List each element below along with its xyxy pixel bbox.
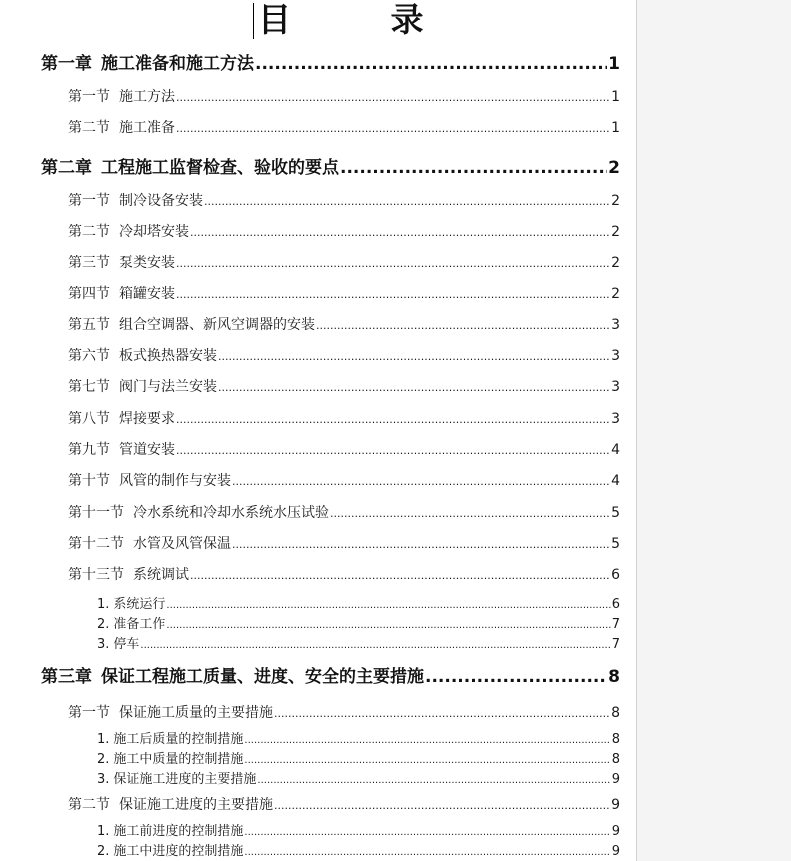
toc-entry-number: 1. [97, 824, 110, 839]
toc-entry-number: 第一章 [41, 54, 92, 74]
toc-entry-label [97, 728, 243, 747]
toc-dot-leader [218, 379, 610, 395]
toc-entry-section[interactable] [68, 345, 620, 365]
toc-entry-text: 箱罐安装 [119, 286, 175, 302]
toc-entry-text: 泵类安装 [119, 255, 175, 271]
toc-dot-leader [166, 617, 610, 632]
toc-page-number: 5 [611, 505, 620, 521]
toc-title: 目 录 [258, 0, 468, 39]
toc-dot-leader [244, 844, 610, 859]
toc-entry-label [68, 564, 189, 584]
toc-page-number: 4 [611, 442, 620, 458]
toc-entry-section[interactable] [68, 117, 620, 137]
toc-page-number: 2 [611, 255, 620, 271]
toc-entry-label [97, 593, 165, 612]
toc-entry-text: 管道安装 [119, 442, 175, 458]
toc-dot-leader [274, 705, 610, 721]
toc-entry-section[interactable] [68, 86, 620, 106]
toc-entry-number: 第六节 [68, 348, 110, 364]
toc-entry-text: 保证施工进度的主要措施 [113, 772, 257, 787]
toc-page-number: 3 [611, 411, 620, 427]
toc-page-number: 1 [611, 89, 620, 105]
toc-entry-sub[interactable] [97, 633, 620, 652]
toc-entry-text: 系统调试 [133, 567, 189, 583]
toc-entry-text: 保证施工进度的主要措施 [119, 797, 273, 813]
toc-page-number: 6 [611, 597, 620, 612]
toc-page-number: 9 [611, 797, 620, 813]
toc-entry-section[interactable] [68, 190, 620, 210]
toc-page-number: 2 [611, 286, 620, 302]
toc-entry-section[interactable] [68, 314, 620, 334]
toc-entry-sub[interactable] [97, 768, 620, 787]
toc-dot-leader [232, 473, 610, 489]
toc-entry-number: 第十一节 [68, 505, 124, 521]
toc-entry-section[interactable] [68, 283, 620, 303]
toc-entry-label [68, 502, 329, 522]
toc-entry-number: 第五节 [68, 317, 110, 333]
toc-entry-number: 2. [97, 617, 110, 632]
toc-entry-text: 施工前进度的控制措施 [113, 824, 244, 839]
toc-entry-label [97, 633, 139, 652]
toc-entry-number: 第四节 [68, 286, 110, 302]
toc-entry-text: 施工中质量的控制措施 [113, 752, 244, 767]
text-cursor [253, 3, 254, 39]
toc-entry-text: 冷却塔安装 [119, 224, 189, 240]
toc-page-number: 8 [611, 752, 620, 767]
toc-entry-text: 施工准备 [119, 120, 175, 136]
toc-entry-number: 第一节 [68, 193, 110, 209]
toc-dot-leader [316, 317, 610, 333]
toc-entry-text: 施工方法 [119, 89, 175, 105]
toc-page-number: 1 [608, 54, 620, 74]
toc-entry-text: 制冷设备安装 [119, 193, 203, 209]
toc-page-number: 3 [611, 317, 620, 333]
toc-entry-number: 第三章 [41, 667, 92, 687]
toc-entry-text: 工程施工监督检查、验收的要点 [101, 158, 339, 178]
toc-page-number: 3 [611, 348, 620, 364]
toc-entry-sub[interactable] [97, 728, 620, 747]
toc-entry-number: 2. [97, 752, 110, 767]
toc-dot-leader [176, 411, 610, 427]
toc-entry-number: 第十二节 [68, 536, 124, 552]
toc-entry-label [68, 221, 189, 241]
toc-entry-label [68, 470, 231, 490]
toc-entry-label [97, 613, 165, 632]
toc-entry-number: 3. [97, 772, 110, 787]
toc-page-number: 9 [611, 844, 620, 859]
toc-entry-label [68, 314, 315, 334]
toc-entry-label [68, 408, 175, 428]
page-gutter [636, 0, 791, 861]
toc-entry-text: 保证工程施工质量、进度、安全的主要措施 [101, 667, 424, 687]
toc-page-number: 8 [608, 667, 620, 687]
toc-page-number: 6 [611, 567, 620, 583]
toc-entry-label [97, 840, 243, 859]
toc-entry-text: 水管及风管保温 [133, 536, 231, 552]
toc-entry-number: 第三节 [68, 255, 110, 271]
toc-entry-section[interactable] [68, 502, 620, 522]
toc-entry-section[interactable] [68, 252, 620, 272]
toc-entry-section[interactable] [68, 564, 620, 584]
toc-entry-chapter[interactable] [41, 49, 620, 74]
toc-entry-section[interactable] [68, 794, 620, 814]
toc-entry-label [68, 376, 217, 396]
toc-entry-number: 1. [97, 597, 110, 612]
toc-entry-section[interactable] [68, 408, 620, 428]
toc-entry-number: 2. [97, 844, 110, 859]
toc-entry-text: 施工中进度的控制措施 [113, 844, 244, 859]
toc-entry-label [68, 86, 175, 106]
toc-entry-number: 第七节 [68, 379, 110, 395]
toc-entry-number: 第十三节 [68, 567, 124, 583]
toc-dot-leader [330, 505, 610, 521]
toc-entry-label [97, 748, 243, 767]
toc-entry-number: 1. [97, 732, 110, 747]
toc-dot-leader [244, 752, 610, 767]
toc-dot-leader [176, 89, 610, 105]
toc-dot-leader [244, 824, 610, 839]
toc-entry-sub[interactable] [97, 820, 620, 839]
toc-page-number: 8 [611, 705, 620, 721]
toc-dot-leader [176, 120, 610, 136]
toc-page-number: 2 [611, 224, 620, 240]
toc-entry-label [41, 662, 424, 687]
toc-entry-label [97, 820, 243, 839]
toc-page-number: 4 [611, 473, 620, 489]
toc-entry-section[interactable] [68, 470, 620, 490]
toc-entry-text: 施工准备和施工方法 [101, 54, 254, 74]
toc-entry-number: 3. [97, 637, 110, 652]
toc-entry-number: 第一节 [68, 89, 110, 105]
toc-page-number: 2 [608, 158, 620, 178]
toc-entry-number: 第一节 [68, 705, 110, 721]
toc-entry-sub[interactable] [97, 613, 620, 632]
toc-entry-section[interactable] [68, 702, 620, 722]
toc-entry-label [68, 439, 175, 459]
toc-entry-number: 第八节 [68, 411, 110, 427]
toc-page-number: 5 [611, 536, 620, 552]
toc-entry-sub[interactable] [97, 840, 620, 859]
toc-entry-number: 第九节 [68, 442, 110, 458]
toc-dot-leader [244, 732, 610, 747]
toc-entry-chapter[interactable] [41, 662, 620, 687]
toc-entry-label [68, 702, 273, 722]
toc-entry-chapter[interactable] [41, 153, 620, 178]
toc-dot-leader [425, 667, 607, 687]
toc-page-number: 7 [611, 637, 620, 652]
toc-entry-text: 风管的制作与安装 [119, 473, 231, 489]
toc-page-number: 8 [611, 732, 620, 747]
toc-dot-leader [190, 567, 610, 583]
toc-page-number: 9 [611, 824, 620, 839]
toc-dot-leader [218, 348, 610, 364]
toc-dot-leader [274, 797, 610, 813]
toc-entry-label [41, 153, 339, 178]
toc-entry-text: 组合空调器、新风空调器的安装 [119, 317, 315, 333]
toc-entry-number: 第十节 [68, 473, 110, 489]
toc-dot-leader [176, 255, 610, 271]
toc-entry-text: 板式换热器安装 [119, 348, 217, 364]
toc-dot-leader [257, 772, 610, 787]
toc-entry-text: 焊接要求 [119, 411, 175, 427]
toc-entry-label [68, 794, 273, 814]
toc-page-number: 1 [611, 120, 620, 136]
toc-dot-leader [190, 224, 610, 240]
toc-dot-leader [166, 597, 610, 612]
toc-dot-leader [204, 193, 610, 209]
toc-dot-leader [176, 286, 610, 302]
toc-entry-label [68, 533, 231, 553]
toc-entry-label [68, 190, 203, 210]
toc-entry-text: 停车 [113, 637, 140, 652]
toc-entry-label [68, 283, 175, 303]
toc-entry-section[interactable] [68, 439, 620, 459]
toc-entry-text: 准备工作 [113, 617, 166, 632]
toc-entry-label [41, 49, 254, 74]
toc-entry-label [68, 345, 217, 365]
toc-entry-section[interactable] [68, 376, 620, 396]
toc-entry-sub[interactable] [97, 748, 620, 767]
toc-entry-text: 冷水系统和冷却水系统水压试验 [133, 505, 329, 521]
toc-dot-leader [255, 54, 607, 74]
toc-entry-text: 阀门与法兰安装 [119, 379, 217, 395]
toc-page-number: 7 [611, 617, 620, 632]
toc-entry-label [68, 117, 175, 137]
toc-entry-number: 第二节 [68, 224, 110, 240]
toc-page-number: 2 [611, 193, 620, 209]
toc-dot-leader [232, 536, 610, 552]
toc-entry-text: 施工后质量的控制措施 [113, 732, 244, 747]
toc-dot-leader [140, 637, 610, 652]
toc-page-number: 3 [611, 379, 620, 395]
toc-page-number: 9 [611, 772, 620, 787]
toc-entry-section[interactable] [68, 533, 620, 553]
toc-entry-label [68, 252, 175, 272]
toc-entry-number: 第二节 [68, 120, 110, 136]
toc-entry-text: 系统运行 [113, 597, 166, 612]
toc-entry-text: 保证施工质量的主要措施 [119, 705, 273, 721]
toc-dot-leader [176, 442, 610, 458]
toc-entry-section[interactable] [68, 221, 620, 241]
toc-dot-leader [340, 158, 607, 178]
toc-entry-number: 第二节 [68, 797, 110, 813]
toc-entry-label [97, 768, 256, 787]
toc-entry-number: 第二章 [41, 158, 92, 178]
toc-entry-sub[interactable] [97, 593, 620, 612]
